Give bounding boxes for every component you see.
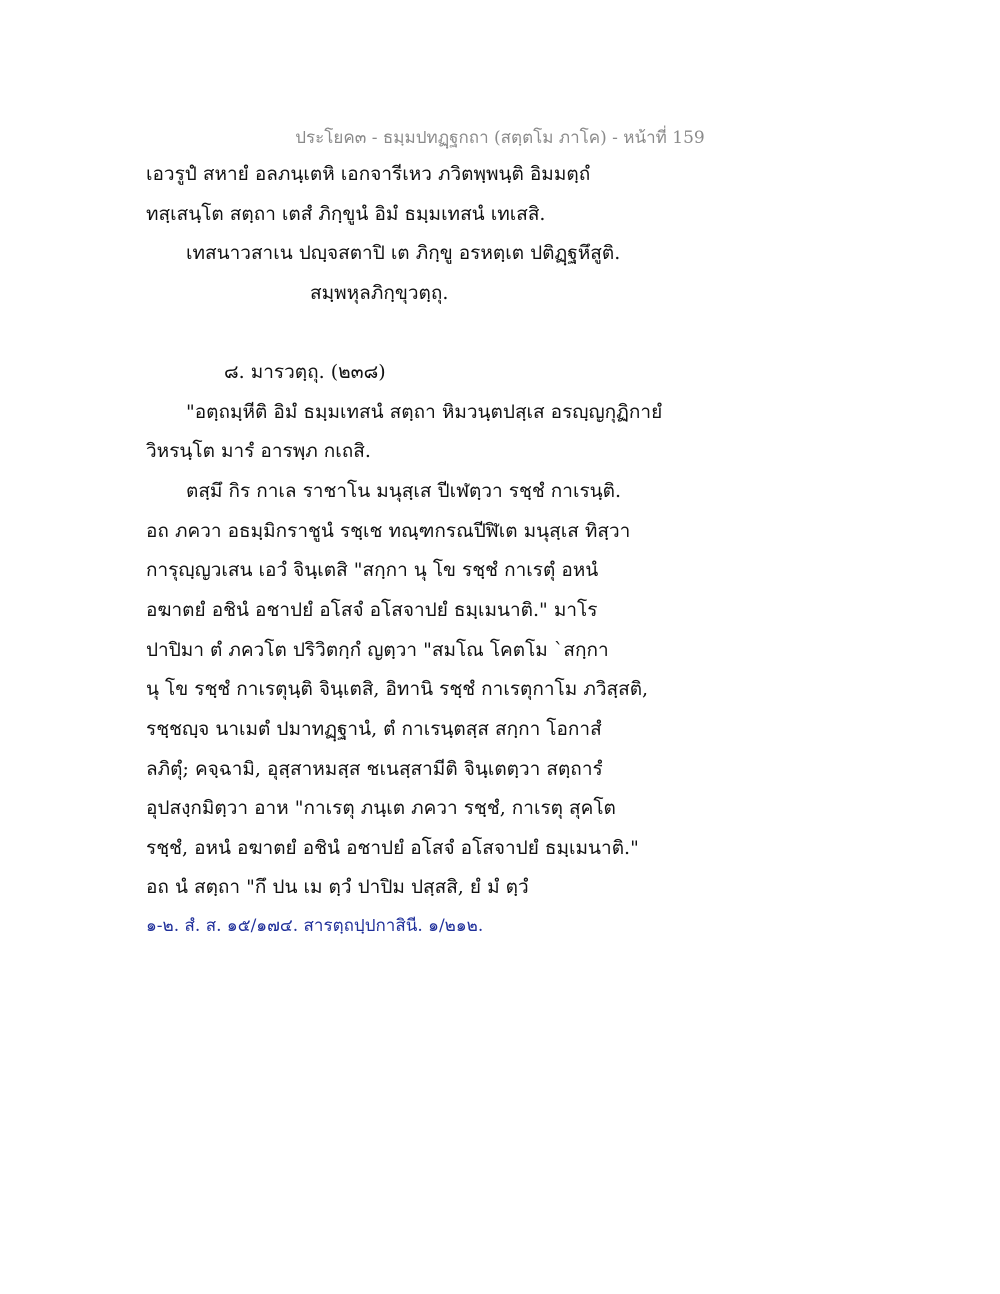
- body-line: อุปสงฺกมิตฺวา อาห "กาเรตุ ภนฺเต ภควา รชฺชํ, กาเรตุ สุคโต: [146, 797, 616, 819]
- body-line: เอวรูปํ สหายํ อลภนฺเตหิ เอกจารีเหว ภวิตพฺพนฺติ อิมมตฺถํ: [146, 163, 591, 185]
- body-line: รชฺชํ, อหนํ อฆาตยํ อชินํ อชาปยํ อโสจํ อโสจาปยํ ธมฺเมนาติ.": [146, 837, 639, 859]
- footnote: ๑-๒. สํ. ส. ๑๕/๑๗๔. สารตฺถปฺปกาสินี. ๑/๒๑๒.: [146, 916, 484, 936]
- body-line: อถ ภควา อธมฺมิกราชูนํ รชฺเช ทณฺฑกรณปีฬิเต มนุสฺเส ทิสฺวา: [146, 520, 631, 542]
- body-line: นุ โข รชฺชํ กาเรตุนฺติ จินฺเตสิ, อิทานิ รชฺชํ กาเรตุกาโม ภวิสฺสติ,: [146, 678, 649, 700]
- body-line: การุญฺญวเสน เอวํ จินฺเตสิ "สกฺกา นุ โข รชฺชํ กาเรตุํ อหนํ: [146, 559, 599, 581]
- body-line: รชฺชญฺจ นาเมตํ ปมาทฏฺฐานํ, ตํ กาเรนฺตสฺส สกฺกา โอกาสํ: [146, 718, 602, 740]
- section-end-title: สมฺพหุลภิกฺขุวตฺถุ.: [310, 282, 449, 304]
- body-line: วิหรนฺโต มารํ อารพฺภ กเถสิ.: [146, 440, 371, 462]
- section-heading: ๘. มารวตฺถุ. (๒๓๘): [224, 361, 386, 383]
- body-line: อถ นํ สตฺถา "กึ ปน เม ตฺวํ ปาปิม ปสฺสสิ, ยํ มํ ตฺวํ: [146, 876, 529, 898]
- body-line: ลภิตุํ; คจฺฉามิ, อุสฺสาหมสฺส ชเนสฺสามีติ จินฺเตตฺวา สตฺถารํ: [146, 758, 603, 780]
- body-line: ทสฺเสนฺโต สตฺถา เตสํ ภิกฺขูนํ อิมํ ธมฺมเทสนํ เทเสสิ.: [146, 203, 546, 225]
- body-line: "อตฺถมฺหีติ อิมํ ธมฺมเทสนํ สตฺถา หิมวนฺตปสฺเส อรญฺญกุฏิกายํ: [186, 401, 663, 423]
- body-line: ตสฺมึ กิร กาเล ราชาโน มนุสฺเส ปีเฬตฺวา รชฺชํ กาเรนฺติ.: [186, 480, 622, 502]
- body-line: อฆาตยํ อชินํ อชาปยํ อโสจํ อโสจาปยํ ธมฺเมนาติ." มาโร: [146, 599, 598, 621]
- body-line: ปาปิมา ตํ ภควโต ปริวิตกฺกํ ญตฺวา "สมโณ โคตโม `สกฺกา: [146, 639, 609, 661]
- running-header: ประโยค๓ - ธมฺมปทฏฺฐกถา (สตฺตโม ภาโค) - หน้าที่ 159: [295, 128, 705, 148]
- body-line: เทสนาวสาเน ปญฺจสตาปิ เต ภิกฺขู อรหตฺเต ปติฏฺฐหึสูติ.: [186, 242, 621, 264]
